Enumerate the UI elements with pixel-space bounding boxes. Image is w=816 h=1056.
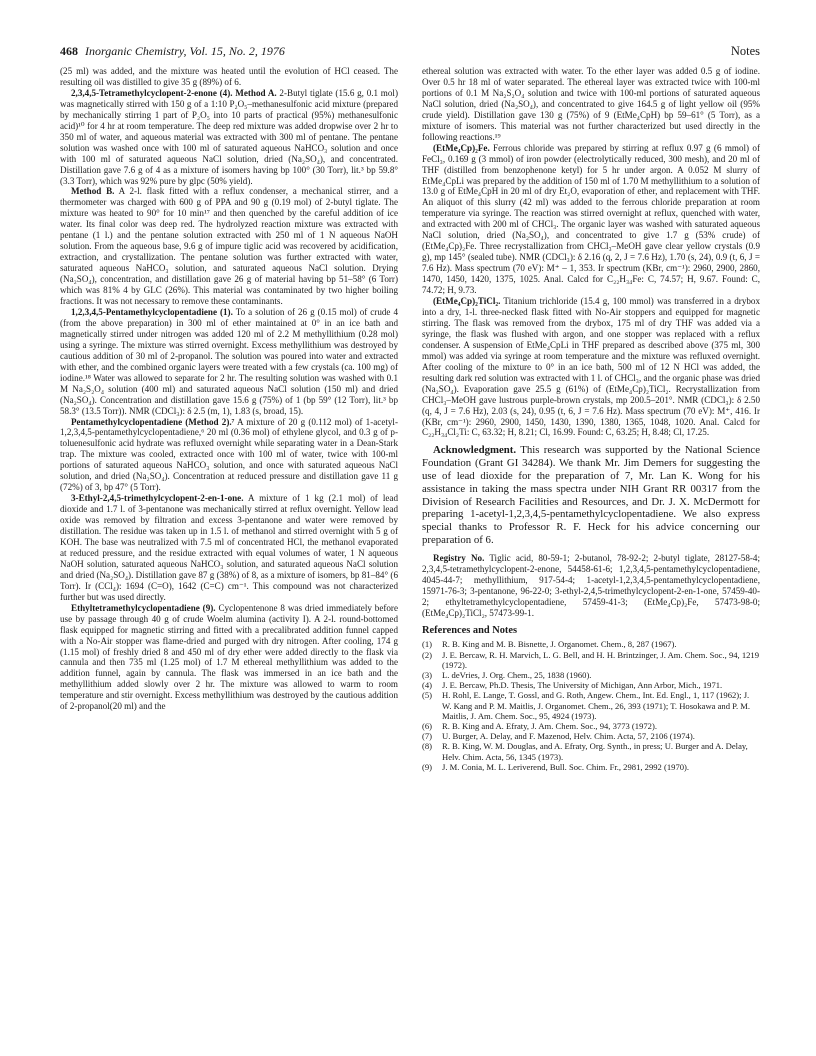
- reference-text: J. M. Conia, M. L. Leriverend, Bull. Soc. Chim. Fr., 2981, 2992 (1970).: [442, 761, 690, 772]
- reference-item: [422, 731, 760, 741]
- procedure-pentamethylcyclopentadiene: [60, 307, 398, 417]
- registry-heading: Registry No.: [433, 552, 485, 563]
- reference-text: R. B. King, W. M. Douglas, and A. Efraty, Org. Synth., in press; U. Burger and A. Delay, Helv. Chim. Acta, 56, 1345 (1973).: [442, 741, 748, 762]
- references-heading: References and Notes: [422, 624, 518, 636]
- reference-number: (6): [422, 721, 433, 732]
- page-number: 468: [60, 44, 78, 58]
- procedure-body: A mixture of 20 g (0.112 mol) of 1-acetyl-1,2,3,4,5-pentamethylcyclopentadiene,⁶ 20 ml (0.36 mol) of ethylene glycol, and 0.3 g of p-toluenesulfonic acid hydrate was refluxed overnight while separating water in a Dean-Stark trap. The mixture was cooled, extracted once with 100 ml of water, twice with 100-ml portions of saturated aqueous NaHCO₃ solution, and once with saturated aqueous NaCl solution, and dried (Na₂SO₄). Concentration at reduced pressure and distillation gave 11 g (72%) of 3, bp 47° (5 Torr).: [60, 416, 398, 493]
- procedure-heading: Ethyltetramethylcyclopentadiene (9).: [71, 602, 216, 613]
- right-column: [422, 66, 760, 772]
- procedure-method-b: [60, 186, 398, 306]
- section-label: Notes: [730, 44, 760, 58]
- reference-number: (2): [422, 649, 433, 660]
- reference-number: (3): [422, 670, 433, 681]
- procedure-ferrocene: [422, 143, 760, 296]
- reference-number: (8): [422, 741, 433, 752]
- procedure-body: A mixture of 1 kg (2.1 mol) of lead dioxide and 1.7 l. of 3-pentanone was mechanically stirred at reflux overnight. Yellow lead oxide was removed by filtration and excess 3-pentanone and water were removed by distillation. The residue was taken up in 1.5 l. of methanol and stirred overnight with 5 g of KOH. The base was neutralized with 7.5 ml of concentrated HCl, the methanol evaporated at reduced pressure, and the residue extracted with equal volumes of water, 1 N aqueous NaOH solution, saturated aqueous NaHCO₃ solution, and saturated aqueous NaCl solution and dried (Na₂SO₄). Distillation gave 87 g (38%) of 8, as a mixture of isomers, bp 81–84° (6 Torr). Ir (CCl₄): 1694 (C=O), 1642 (C=C) cm⁻¹. This compound was not characterized further but was used directly.: [60, 493, 398, 602]
- reference-text: H. Rohl, E. Lange, T. Gossl, and G. Roth, Angew. Chem., Int. Ed. Engl., 1, 117 (1962); J. W. Kang and P. M. Maitlis, J. Organomet. Chem., 26, 393 (1971); T. Hosokawa and P. M. Maitlis, J. Am. Chem. Soc., 95, 4924 (1973).: [442, 690, 751, 721]
- references-list: [422, 639, 760, 772]
- reference-number: (5): [422, 690, 433, 701]
- reference-number: (4): [422, 680, 433, 691]
- procedure-titanocene: [422, 296, 760, 438]
- procedure-body: 2-Butyl tiglate (15.6 g, 0.1 mol) was magnetically stirred with 150 g of a 1:10 P₂O₅–methanesulfonic acid mixture (prepared by mechanically stirring 1 part of P₂O₅ into 10 parts of practical (95%) methanesulfonic acid)¹⁰ for 4 hr at room temperature. The deep red mixture was added dropwise over 2 hr to 350 ml of water, and aqueous material was extracted with 300 ml of pentane. The pentane solution was washed once with 100 ml of saturated aqueous NaHCO₃ solution and once with 100 ml of saturated aqueous NaCl solution, dried (Na₂SO₄), and concentrated. Distillation gave 7.6 g of 4 as a mixture of isomers having bp 100° (30 Torr), lit.³ bp 59.8° (3.3 Torr), which was 92% pure by glpc (50% yield).: [60, 87, 398, 186]
- reference-item: [422, 650, 760, 670]
- procedure-tetramethylcyclopentenone: [60, 88, 398, 187]
- procedure-heading: Pentamethylcyclopentadiene (Method 2).⁷: [71, 416, 235, 427]
- procedure-body: Titanium trichloride (15.4 g, 100 mmol) was transferred in a drybox into a dry, 1-l. three-necked flask fitted with No-Air stoppers and equipped for magnetic stirring. The flask was removed from the drybox, 175 ml of dry THF was added via a syringe, the flask was flushed with argon, and one stopper was replaced with a reflux condenser. A suspension of EtMe₄CpLi in THF prepared as described above (375 ml, 300 mmol) was added via syringe at room temperature and the mixture was refluxed overnight. After cooling of the mixture to 0° in an ice bath, 500 ml of 12 N HCl was added, the resulting dark red solution was extracted with 1 l. of CHCl₃, and the organic phase was dried (Na₂SO₄). Evaporation gave 25.5 g (61%) of (EtMe₄Cp)₂TiCl₂. Recrystallization from CHCl₃–MeOH gave lustrous purple-brown crystals, mp 200.5–201°. NMR (CDCl₃): δ 2.50 (q, 4, J = 7.6 Hz), 2.03 (s, 24), 0.95 (t, 6, J = 7.6 Hz). Mass spectrum (70 eV): M⁺, 416. Ir (KBr, cm⁻¹): 2960, 2900, 1450, 1430, 1390, 1380, 1365, 1048, 1020. Anal. Calcd for C₂₂H₃₄Cl₂Ti: C, 63.32; H, 8.21; Cl, 16.99. Found: C, 63.25; H, 8.48; Cl, 17.25.: [422, 296, 761, 438]
- reference-text: R. B. King and A. Efraty, J. Am. Chem. Soc., 94, 3773 (1972).: [442, 721, 657, 732]
- procedure-body: Ferrous chloride was prepared by stirring at reflux 0.97 g (6 mmol) of FeCl₃, 0.169 g (3 mmol) of iron powder (electrolytically reduced, 300 mesh), and 20 ml of THF (distilled from benzophenone ketyl) for 5 hr under argon. A 0.052 M slurry of EtMe₄CpLi was prepared by the addition of 150 ml of 1.70 M methyllithium to a solution of 13.0 g of EtMe₄CpH in 20 ml of dry Et₂O, evaporation of ether, and replacement with THF. An aliquot of this slurry (42 ml) was added to the ferrous chloride preparation at room temperature via syringe. The reaction was stirred overnight at reflux, quenched with water, and extracted with 200 ml of CHCl₃. The organic layer was washed with saturated aqueous NaCl solution, dried (Na₂SO₄), and concentrated to give 1.7 g (53% crude) of (EtMe₄Cp)₂Fe. Three recrystallization from CHCl₃–MeOH gave clear yellow crystals (0.9 g), mp 145° (sealed tube). NMR (CDCl₃): δ 2.16 (q, 2, J = 7.6 Hz), 1.70 (s, 24), 0.9 (t, 6, J = 7.6 Hz). Mass spectrum (70 eV): M⁺ – 1, 353. Ir spectrum (KBr, cm⁻¹): 2960, 2900, 2860, 1470, 1450, 1420, 1375, 1025. Anal. Calcd for C₂₂H₃₄Fe: C, 74.57; H, 9.67. Found: C, 74.72; H, 9.73.: [422, 142, 760, 296]
- procedure-ethyltrimethylcyclopentenone: [60, 493, 398, 603]
- procedure-heading: (EtMe₄Cp)₂TiCl₂.: [433, 296, 501, 307]
- procedure-body: Cyclopentenone 8 was dried immediately before use by passage through 40 g of crude Woelm alumina (activity I). A 2-l. round-bottomed flask equipped for magnetic stirring and fitted with a precalibrated addition funnel capped with a No-Air stopper was flame-dried and purged with dry nitrogen. After cooling, 174 g (1.15 mol) of freshly dried 8 and 450 ml of dry ether were added directly to the flask via cannula and then 735 ml (1.25 mol) of 1.7 M ethereal methyllithium was added to the addition funnel, again by cannula. The flask was immersed in an ice bath and the methyllithium added slowly over 2 hr. The mixture was allowed to warm to room temperature and stir overnight. Excess methyllithium was destroyed by the cautious addition of 2-propanol(20 ml) and the: [60, 602, 398, 712]
- acknowledgment-body: This research was supported by the National Science Foundation (Grant GI 34284). We thank Mr. Jim Demers for suggesting the use of lead dioxide for the preparation of 7, Mr. Lan K. Wong for his assistance in taking the mass spectra under NIH Grant RR 00317 from the Division of Research Facilities and Resources, and Dr. J. X. McDermott for preparing 1-acetyl-1,2,3,4,5-pentamethylcyclopentadiene. We also express special thanks to Professor R. F. Heck for his advice concerning our preparation of 6.: [422, 444, 760, 546]
- journal-citation: Inorganic Chemistry, Vol. 15, No. 2, 1976: [85, 44, 285, 58]
- reference-text: R. B. King and M. B. Bisnette, J. Organomet. Chem., 8, 287 (1967).: [442, 639, 677, 650]
- acknowledgment-heading: Acknowledgment.: [433, 444, 517, 457]
- reference-item: [422, 670, 760, 680]
- continued-paragraph: ethereal solution was extracted with water. To the ether layer was added 0.5 g of iodine. Over 0.5 hr 18 ml of water separated. The ethereal layer was extracted twice with 100-ml portions of 0.1 M Na₂S₂O₄ solution and twice with 100-ml portions of saturated aqueous NaCl solution, dried (Na₂SO₄), and concentrated to give 164.5 g of light yellow oil (95% crude yield). Distillation gave 130 g (75%) of 9 (EtMe₄CpH) bp 59–61° (5 Torr), as a mixture of isomers. This material was not further characterized but used directly in the following reactions.¹⁹: [422, 66, 760, 142]
- procedure-body: A 2-l. flask fitted with a reflux condenser, a mechanical stirrer, and a thermometer was charged with 600 g of PPA and 90 g (0.19 mol) of 2-butyl tiglate. The mixture was heated to 90° for 10 min¹⁷ and then quenched by the careful addition of ice water. Its final color was deep red. The hydrolyzed reaction mixture was extracted with pentane (1 l.) and the pentane solution extracted with 250 ml of 1 N aqueous NaOH solution. From the aqueous base, 9.6 g of impure tiglic acid was recovered by acidification, extraction, and crystallization. The pentane solution was further extracted with water, saturated aqueous NaHCO₃ solution, and saturated aqueous NaCl solution. Drying (Na₂SO₄), concentration, and distillation gave 26 g of material having bp 51–58° (6 Torr) which was 81% 4 by GLC (26%). This material was contaminated by two higher boiling fractions. It was not necessary to remove these contaminants.: [60, 186, 398, 307]
- reference-number: (7): [422, 731, 433, 742]
- procedure-body: To a solution of 26 g (0.15 mol) of crude 4 (from the above preparation) in 300 ml of ether maintained at 0° in an ice bath and magnetically stirred under nitrogen was added 120 ml of 2.2 M methyllithium (0.28 mol) using a syringe. The mixture was stirred overnight. Excess methyllithium was destroyed by cautious addition of 30 ml of 2-propanol. The solution was poured into water and extracted with ether, and the combined organic layers were treated with a few crystals (ca. 100 mg) of iodine.¹⁸ Water was allowed to separate for 2 hr. The resulting solution was washed with 0.1 M Na₂S₂O₄ solution (400 ml) and saturated aqueous NaCl solution (150 ml) and dried (Na₂SO₄). Concentration and distillation gave 15.6 g (75%) of 1 (bp 59° (12 Torr), lit.³ bp 58.3° (13.5 Torr)). NMR (CDCl₃): δ 2.5 (m, 1), 1.83 (s, broad, 15).: [60, 306, 399, 416]
- reference-item: [422, 721, 760, 731]
- continued-paragraph: (25 ml) was added, and the mixture was heated until the evolution of HCl ceased. The resulting oil was distilled to give 35 g (89%) of 6.: [60, 66, 398, 87]
- reference-item: [422, 741, 760, 761]
- reference-number: (9): [422, 761, 433, 772]
- reference-text: L. deVries, J. Org. Chem., 25, 1838 (1960).: [442, 670, 592, 681]
- acknowledgment: [422, 444, 760, 546]
- reference-item: [422, 639, 760, 649]
- procedure-ethyltetramethylcyclopentadiene: [60, 603, 398, 713]
- reference-number: (1): [422, 639, 433, 650]
- running-header: [60, 44, 760, 62]
- procedure-heading: (EtMe₄Cp)₂Fe.: [433, 142, 490, 153]
- registry-numbers: [422, 553, 760, 619]
- reference-text: J. E. Bercaw, Ph.D. Thesis, The University of Michigan, Ann Arbor, Mich., 1971.: [442, 680, 723, 691]
- reference-text: J. E. Bercaw, R. H. Marvich, L. G. Bell, and H. H. Brintzinger, J. Am. Chem. Soc., 94, 1219 (1972).: [442, 649, 760, 670]
- reference-text: U. Burger, A. Delay, and F. Mazenod, Helv. Chim. Acta, 57, 2106 (1974).: [442, 731, 695, 742]
- registry-body: Tiglic acid, 80-59-1; 2-butanol, 78-92-2; 2-butyl tiglate, 28127-58-4; 2,3,4,5-tetramethylcyclopent-2-enone, 54458-61-6; 1,2,3,4,5-pentamethylcyclopentadiene, 4045-44-7; methyllithium, 917-54-4; 1-acetyl-1,2,3,4,5-pentamethylcyclopentadiene, 15971-76-3; 3-pentanone, 96-22-0; 3-ethyl-2,4,5-trimethylcyclopent-2-en-1-one, 57459-40-2; ethyltetramethylcyclopentadiene, 57459-41-3; (EtMe₄Cp)₂Fe, 57473-98-0; (EtMe₄Cp)₂TiCl₂, 57473-99-1.: [422, 552, 760, 618]
- procedure-heading: 3-Ethyl-2,4,5-trimethylcyclopent-2-en-1-one.: [71, 493, 244, 504]
- reference-item: [422, 680, 760, 690]
- procedure-heading: 1,2,3,4,5-Pentamethylcyclopentadiene (1).: [71, 306, 233, 317]
- procedure-heading: Method B.: [71, 186, 115, 197]
- procedure-method-2: [60, 417, 398, 494]
- reference-item: [422, 690, 760, 721]
- left-column: [60, 66, 398, 712]
- procedure-heading: 2,3,4,5-Tetramethylcyclopent-2-enone (4). Method A.: [71, 87, 277, 98]
- reference-item: [422, 762, 760, 772]
